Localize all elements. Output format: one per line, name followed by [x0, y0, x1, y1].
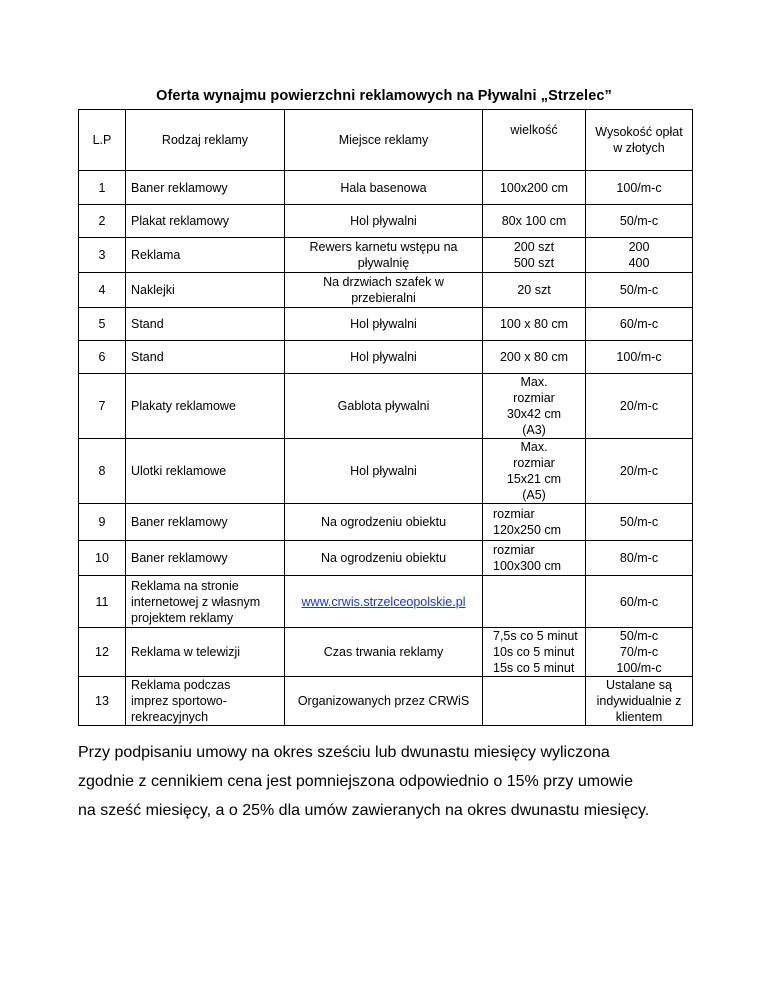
row-lp: 13: [79, 677, 126, 726]
row-place-line: Hol pływalni: [350, 350, 417, 364]
row-price-line: 20/m-c: [619, 464, 659, 478]
row-place: [285, 205, 483, 238]
row-size-line: 15s co 5 minut: [493, 661, 575, 675]
row-lp: 7: [79, 374, 126, 439]
row-price-line: 60/m-c: [619, 594, 659, 609]
table-row: [79, 677, 693, 726]
row-place-line: Na ogrodzeniu obiektu: [320, 551, 447, 565]
row-place: [285, 677, 483, 726]
row-price: [586, 341, 693, 374]
table-row: [79, 205, 693, 238]
row-price: [586, 273, 693, 308]
row-size-line: 200 szt: [513, 240, 555, 254]
header-lp: L.P: [79, 110, 126, 171]
row-lp: 11: [79, 576, 126, 628]
row-place: [285, 439, 483, 504]
row-type: [126, 576, 285, 628]
row-size-line: 200 x 80 cm: [499, 350, 569, 364]
row-price: [586, 576, 693, 628]
row-type-line: Reklama w telewizji: [131, 645, 241, 659]
row-size-line: rozmiar: [513, 391, 555, 405]
row-place-line: Czas trwania reklamy: [323, 645, 444, 659]
row-place-line: Gablota pływalni: [337, 399, 430, 413]
row-size-line: 20 szt: [517, 283, 551, 297]
row-size-line: rozmiar: [493, 507, 535, 521]
row-price: [586, 439, 693, 504]
row-type-line: Reklama podczas: [131, 678, 231, 692]
row-place: [285, 628, 483, 677]
header-price-line: Wysokość opłat: [595, 125, 683, 139]
footer-line: zgodnie z cennikiem cena jest pomniejszona odpowiednio o 15% przy umowie: [78, 773, 633, 790]
row-price: [586, 205, 693, 238]
row-price-line: 50/m-c: [619, 629, 659, 643]
header-price: [586, 110, 693, 171]
row-price: [586, 374, 693, 439]
row-size-line: 10s co 5 minut: [493, 645, 575, 659]
row-type: [126, 238, 285, 273]
row-price-line: 50/m-c: [619, 214, 659, 228]
row-type: [126, 504, 285, 541]
document-title: Oferta wynajmu powierzchni reklamowych na Pływalni „Strzelec”: [156, 88, 612, 104]
row-place-line: przebieralni: [351, 291, 416, 305]
row-size-line: 100x200 cm: [499, 180, 569, 195]
table-row: [79, 439, 693, 504]
row-price-line: 200: [628, 240, 650, 254]
row-size: [483, 341, 586, 374]
row-price-line: Ustalane są: [605, 678, 672, 692]
footer-paragraph: [78, 738, 698, 825]
row-place: [285, 576, 483, 628]
row-type: [126, 439, 285, 504]
row-type-line: Naklejki: [131, 283, 175, 297]
row-size-line: Max.: [520, 440, 548, 454]
row-price: [586, 238, 693, 273]
offer-table: [78, 109, 693, 726]
table-row: [79, 238, 693, 273]
row-price-line: 50/m-c: [619, 515, 659, 529]
table-header-row: [79, 110, 693, 171]
row-type-line: Plakat reklamowy: [131, 214, 229, 228]
row-size-line: 7,5s co 5 minut: [493, 629, 578, 643]
row-price: [586, 308, 693, 341]
row-place-line: Organizowanych przez CRWiS: [297, 694, 470, 708]
row-price-line: 20/m-c: [619, 399, 659, 413]
row-type-line: Reklama: [131, 248, 181, 262]
row-place-line: Na ogrodzeniu obiektu: [320, 515, 447, 529]
table-row: [79, 374, 693, 439]
row-place-line: Na drzwiach szafek w: [323, 275, 444, 289]
row-size-line: Max.: [520, 375, 548, 389]
row-price-line: 400: [628, 256, 650, 270]
row-type-line: projektem reklamy: [131, 610, 234, 625]
row-lp: 2: [79, 205, 126, 238]
header-type: Rodzaj reklamy: [126, 110, 285, 171]
row-type: [126, 341, 285, 374]
row-type-line: Ulotki reklamowe: [131, 464, 227, 478]
row-place: [285, 541, 483, 576]
row-size-line: 100 x 80 cm: [499, 317, 569, 331]
row-place: [285, 374, 483, 439]
row-price-line: klientem: [615, 710, 663, 724]
header-size: wielkość: [483, 110, 586, 171]
row-price: [586, 628, 693, 677]
row-price-line: 60/m-c: [619, 317, 659, 331]
row-size: [483, 205, 586, 238]
row-lp: 10: [79, 541, 126, 576]
table-row: [79, 308, 693, 341]
footer-line: Przy podpisaniu umowy na okres sześciu lub dwunastu miesięcy wyliczona: [78, 744, 610, 761]
table-row: [79, 628, 693, 677]
row-type: [126, 541, 285, 576]
row-place: [285, 171, 483, 205]
header-place: Miejsce reklamy: [285, 110, 483, 171]
row-place: [285, 504, 483, 541]
row-price-line: 80/m-c: [619, 551, 659, 565]
row-place-line: Hala basenowa: [340, 180, 427, 195]
row-size-line: 30x42 cm: [506, 407, 562, 421]
table-row: [79, 576, 693, 628]
row-size-line: 120x250 cm: [493, 523, 562, 537]
row-price: [586, 504, 693, 541]
table-row: [79, 273, 693, 308]
row-size: [483, 677, 586, 726]
website-link[interactable]: www.crwis.strzelceopolskie.pl: [301, 594, 466, 609]
row-size-line: rozmiar: [493, 543, 535, 557]
row-price-line: 100/m-c: [616, 180, 662, 195]
row-type: [126, 171, 285, 205]
row-size: [483, 273, 586, 308]
row-lp: 6: [79, 341, 126, 374]
row-size: [483, 504, 586, 541]
row-size: [483, 628, 586, 677]
row-lp: 9: [79, 504, 126, 541]
row-place: [285, 308, 483, 341]
row-price: [586, 171, 693, 205]
row-place-line: Hol pływalni: [350, 464, 417, 478]
row-size: [483, 238, 586, 273]
row-type-line: Reklama na stronie: [131, 578, 239, 593]
row-size-line: 100x300 cm: [493, 559, 562, 573]
row-size-line: 500 szt: [513, 256, 555, 270]
row-type-line: Baner reklamowy: [131, 515, 228, 529]
table-row: [79, 171, 693, 205]
row-lp: 8: [79, 439, 126, 504]
row-place-line: Hol pływalni: [350, 317, 417, 331]
row-type-line: Stand: [131, 350, 164, 364]
row-size-line: 15x21 cm: [506, 472, 562, 486]
row-price: [586, 541, 693, 576]
row-size-line: (A5): [522, 488, 546, 502]
row-lp: 5: [79, 308, 126, 341]
row-price: [586, 677, 693, 726]
row-size: [483, 171, 586, 205]
row-size: [483, 374, 586, 439]
footer-line: na sześć miesięcy, a o 25% dla umów zawieranych na okres dwunastu miesięcy.: [78, 802, 650, 819]
row-size: [483, 576, 586, 628]
row-type: [126, 205, 285, 238]
row-type: [126, 308, 285, 341]
row-type-line: Stand: [131, 317, 164, 331]
row-type-line: Baner reklamowy: [131, 551, 228, 565]
row-price-line: 100/m-c: [616, 661, 662, 675]
row-size-line: rozmiar: [513, 456, 555, 470]
row-lp: 3: [79, 238, 126, 273]
row-place: [285, 273, 483, 308]
table-row: [79, 341, 693, 374]
row-price-line: indywidualnie z: [596, 694, 682, 708]
row-size: [483, 541, 586, 576]
row-price-line: 70/m-c: [619, 645, 659, 659]
row-place-line: Rewers karnetu wstępu na: [309, 240, 458, 254]
row-size-line: 80x 100 cm: [501, 214, 567, 228]
row-size-line: (A3): [522, 423, 546, 437]
row-lp: 1: [79, 171, 126, 205]
row-lp: 4: [79, 273, 126, 308]
row-type: [126, 374, 285, 439]
row-size: [483, 439, 586, 504]
row-place: [285, 341, 483, 374]
row-place: [285, 238, 483, 273]
row-type-line: Baner reklamowy: [131, 180, 228, 195]
row-place-line: Hol pływalni: [350, 214, 417, 228]
row-type-line: rekreacyjnych: [131, 710, 209, 724]
row-type: [126, 677, 285, 726]
table-body: [79, 171, 693, 726]
row-type-line: internetowej z własnym: [131, 594, 261, 609]
row-price-line: 50/m-c: [619, 283, 659, 297]
row-type: [126, 628, 285, 677]
row-type: [126, 273, 285, 308]
row-type-line: imprez sportowo-: [131, 694, 227, 708]
table-row: [79, 541, 693, 576]
row-place-line: pływalnię: [357, 256, 410, 270]
row-price-line: 100/m-c: [616, 350, 662, 364]
row-type-line: Plakaty reklamowe: [131, 399, 236, 413]
row-lp: 12: [79, 628, 126, 677]
table-row: [79, 504, 693, 541]
row-size: [483, 308, 586, 341]
header-price-line: w złotych: [613, 141, 665, 155]
